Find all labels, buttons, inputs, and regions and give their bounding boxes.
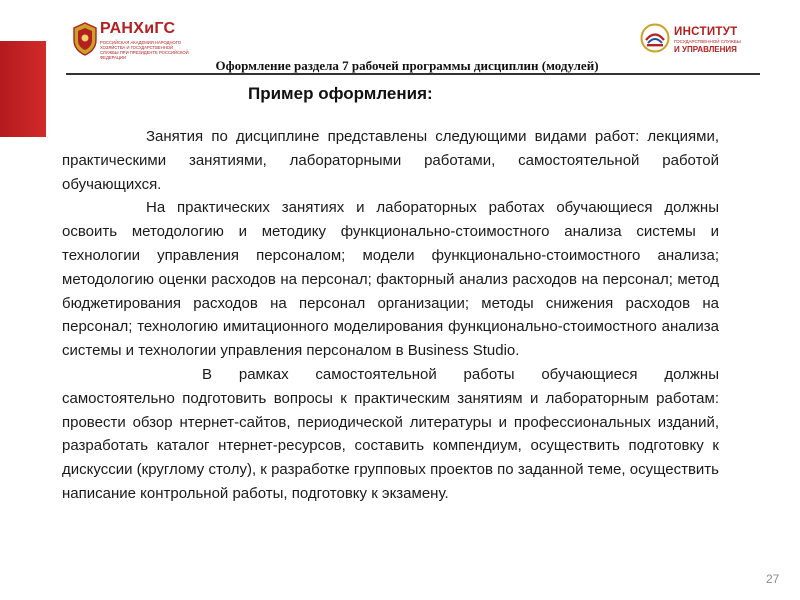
header-divider <box>66 73 760 75</box>
institute-subtitle-2: И УПРАВЛЕНИЯ <box>674 45 737 54</box>
institute-subtitle: ГОСУДАРСТВЕННОЙ СЛУЖБЫ <box>674 39 741 44</box>
paragraph-practical-classes: На практических занятиях и лабораторных работах обучающиеся должны освоить методологию и методику функционально-стоимостного анализа системы и технологии управления персоналом; модели функционально-стоимостного анализа; методологию оценки расходов на персонал; факторный анализ расходов на персонал; метод бюджетирования расходов на персонал организации; методы снижения расходов на персонал; технологию имитационного моделирования функционально-стоимостного анализа системы и технологии управления персоналом в Business Studio. <box>62 199 719 360</box>
example-heading: Пример оформления: <box>248 84 433 103</box>
ranepa-logo <box>72 20 192 60</box>
institute-title: ИНСТИТУТ <box>674 26 738 38</box>
institute-emblem-icon <box>640 23 670 53</box>
ranepa-emblem-icon <box>72 22 98 56</box>
ranepa-brand-text: РАНХиГС <box>100 20 176 37</box>
paragraph-work-types: Занятия по дисциплине представлены следующими видами работ: лекциями, практическими занятиями, лабораторными работами, самостоятельной работой обучающихся. <box>62 128 719 193</box>
page-title: Оформление раздела 7 рабочей программы дисциплин (модулей) <box>215 58 599 73</box>
red-accent-bar <box>0 41 46 137</box>
institute-logo <box>640 23 760 57</box>
paragraph-self-study: В рамках самостоятельной работы обучающиеся должны самостоятельно подготовить вопросы к практическим занятиям и лабораторным работам: провести обзор нтернет-сайтов, периодической литературы и профессиональных изданий, разработать каталог нтернет-ресурсов, составить компендиум, осуществить подготовку к дискуссии (круглому столу), к разработке групповых проектов по заданной теме, осуществить написание контрольной работы, подготовку к экзамену. <box>62 365 719 502</box>
page-number: 27 <box>766 572 780 586</box>
ranepa-brand-subtitle: РОССИЙСКАЯ АКАДЕМИЯ НАРОДНОГО ХОЗЯЙСТВА И ГОСУДАРСТВЕННОЙ СЛУЖБЫ ПРИ ПРЕЗИДЕНТЕ РОССИЙСКОЙ ФЕДЕРАЦИИ <box>100 40 189 60</box>
body-text <box>62 125 719 506</box>
